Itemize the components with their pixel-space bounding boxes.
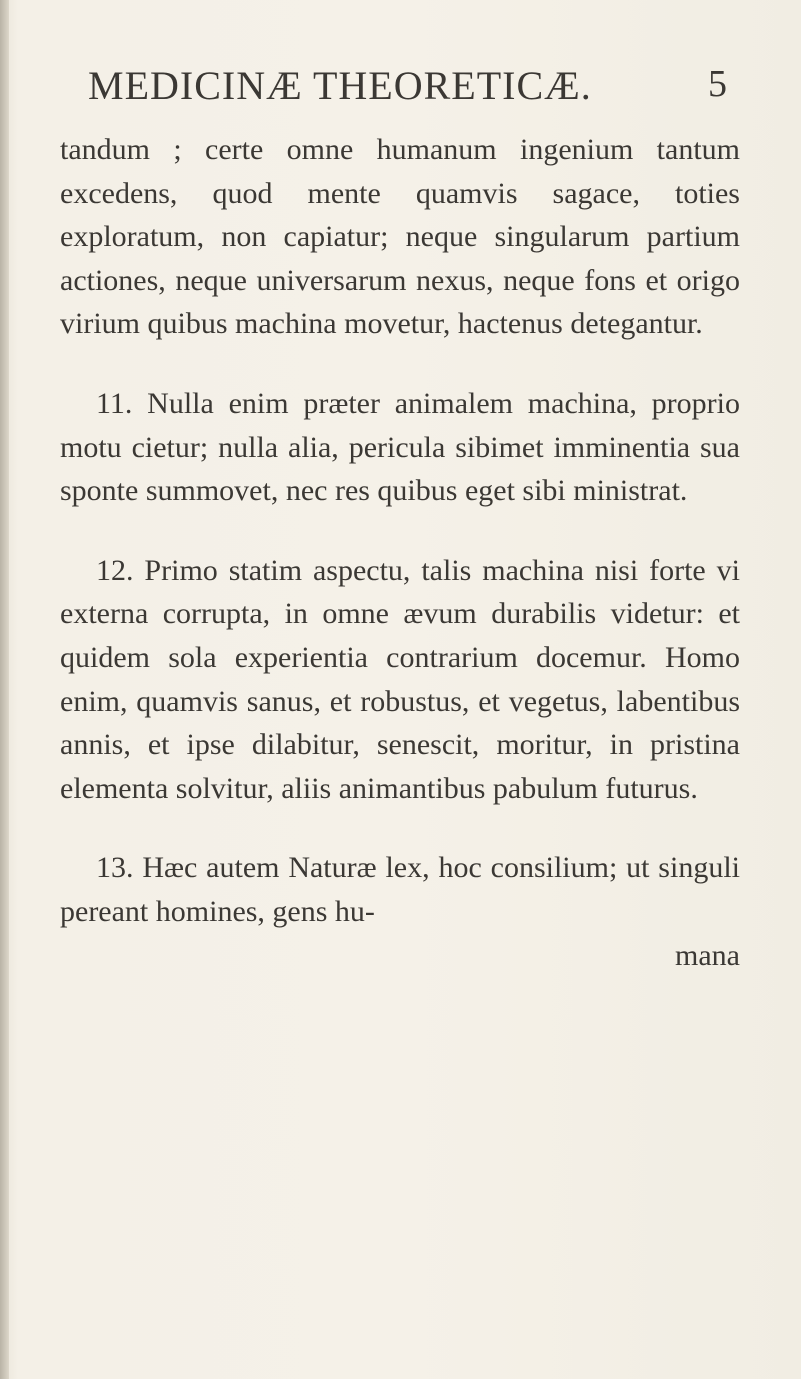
page-spine-shadow [0, 0, 9, 1379]
paragraph-13: 13. Hæc autem Naturæ lex, hoc consilium; ut singuli pereant homines, gens hu- [60, 851, 740, 928]
catchword: mana [675, 938, 740, 972]
body-text [60, 128, 740, 977]
paragraph-11: 11. Nulla enim præter animalem machina, proprio motu cietur; nulla alia, pericula sibimet imminentia sua sponte summovet, nec res quibus eget sibi ministrat. [60, 386, 740, 508]
paragraph-12: 12. Primo statim aspectu, talis machina nisi forte vi externa corrupta, in omne ævum durabilis videtur: et quidem sola experientia contrarium docemur. Homo enim, quamvis sanus, et robustus, et vegetus, labentibus annis, et ipse dilabitur, senescit, moritur, in pristina elementa solvitur, aliis animantibus pabulum futurus. [60, 553, 740, 805]
running-head [88, 62, 728, 112]
page-number: 5 [708, 63, 728, 105]
running-title: MEDICINÆ THEORETICÆ. [88, 63, 592, 108]
paragraph-continuation: tandum ; certe omne humanum ingenium tantum excedens, quod mente quamvis sagace, toties exploratum, non capiatur; neque singularum partium actiones, neque universarum nexus, neque fons et origo virium quibus machina movetur, hactenus detegantur. [60, 133, 740, 341]
